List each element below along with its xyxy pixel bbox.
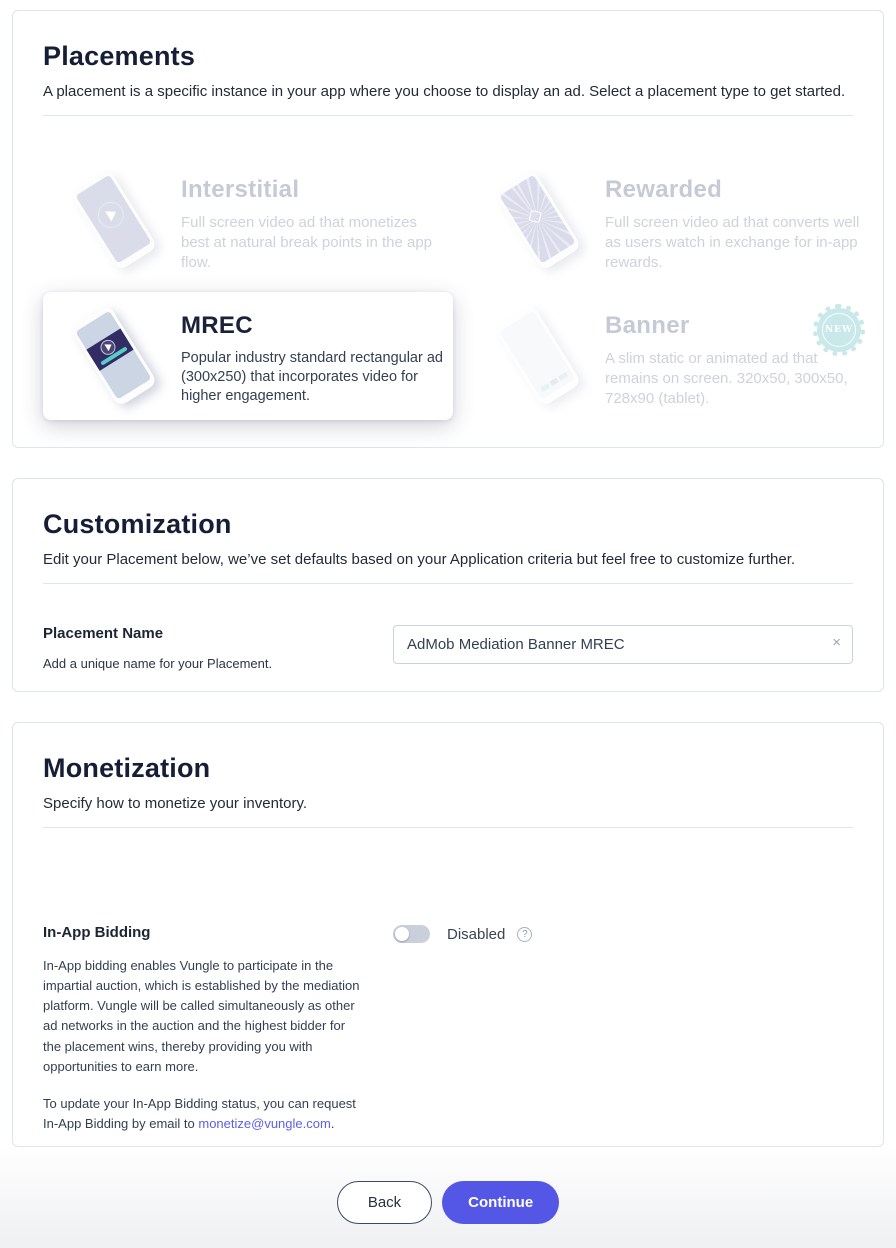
mrec-phone-icon	[53, 298, 181, 414]
play-icon	[93, 197, 129, 233]
placement-type-banner[interactable]	[467, 292, 877, 420]
toggle-knob	[395, 927, 409, 941]
placement-type-rewarded[interactable]	[467, 156, 877, 284]
in-app-bidding-note: To update your In-App Bidding status, you can request In-App Bidding by email to monetize@vungle.com.	[43, 1095, 356, 1131]
placement-type-description: A slim static or animated ad that remains on screen. 320x50, 300x50, 728x90 (tablet).	[605, 350, 848, 407]
in-app-bidding-status: Disabled	[447, 925, 506, 943]
placement-type-description: Full screen video ad that converts well as users watch in exchange for in-app rewards.	[605, 214, 860, 271]
in-app-bidding-toggle[interactable]	[393, 925, 430, 943]
gem-icon	[528, 210, 541, 223]
divider	[43, 115, 853, 116]
in-app-bidding-row	[43, 924, 853, 1134]
customization-title: Customization	[43, 509, 232, 539]
placement-type-title: Interstitial	[181, 176, 300, 203]
customization-card	[12, 478, 884, 692]
footer-actions	[0, 1181, 896, 1224]
help-icon[interactable]: ?	[517, 927, 532, 942]
placement-type-title: Banner	[605, 312, 690, 339]
back-button[interactable]: Back	[337, 1181, 432, 1224]
placement-name-label: Placement Name	[43, 625, 164, 642]
divider	[43, 827, 853, 828]
placement-type-interstitial[interactable]	[43, 156, 453, 284]
banner-ad-preview	[540, 372, 568, 392]
in-app-bidding-label: In-App Bidding	[43, 924, 151, 941]
in-app-bidding-description: In-App bidding enables Vungle to participate in the impartial auction, which is established by the mediation platform. Vungle will be called simultaneously as other ad networks in the auction and the highest bidder for the placement wins, thereby providing you with opportunities to earn more.	[43, 958, 360, 1074]
placement-type-mrec[interactable]	[43, 292, 453, 420]
rewarded-phone-icon	[477, 162, 605, 278]
continue-button[interactable]: Continue	[442, 1181, 559, 1224]
placement-name-row	[43, 625, 853, 671]
placement-type-grid	[43, 156, 860, 420]
new-badge: NEW	[817, 308, 861, 352]
placements-title: Placements	[43, 41, 196, 71]
placement-type-title: MREC	[181, 312, 253, 339]
clear-input-icon[interactable]: ×	[832, 634, 841, 651]
monetize-email-link[interactable]: monetize@vungle.com	[198, 1115, 331, 1131]
divider	[43, 583, 853, 584]
monetization-card	[12, 722, 884, 1147]
placement-type-title: Rewarded	[605, 176, 723, 203]
placements-subtitle: A placement is a specific instance in your app where you choose to display an ad. Select a placement type to get started.	[43, 83, 846, 100]
mrec-ad-preview	[85, 327, 136, 372]
placement-name-input[interactable]	[393, 625, 853, 664]
banner-phone-icon	[477, 298, 605, 414]
placement-type-description: Popular industry standard rectangular ad (300x250) that incorporates video for higher engagement.	[181, 350, 443, 405]
customization-subtitle: Edit your Placement below, we’ve set defaults based on your Application criteria but feel free to customize further.	[43, 551, 796, 568]
monetization-title: Monetization	[43, 753, 211, 783]
monetization-subtitle: Specify how to monetize your inventory.	[43, 795, 308, 812]
interstitial-phone-icon	[53, 162, 181, 278]
placements-card	[12, 10, 884, 448]
placement-name-help: Add a unique name for your Placement.	[43, 656, 273, 671]
placement-type-description: Full screen video ad that monetizes best at natural break points in the app flow.	[181, 214, 433, 271]
